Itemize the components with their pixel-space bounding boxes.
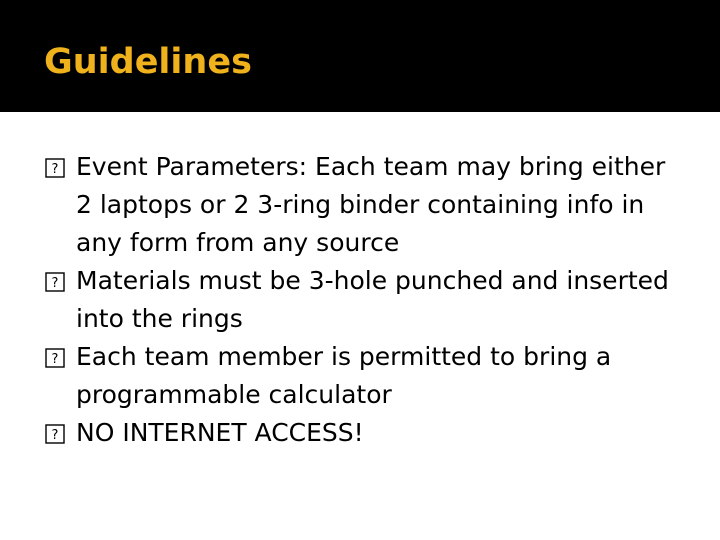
- bullet-item: [44, 414, 684, 452]
- bullet-item: [44, 262, 684, 338]
- svg-text:?: ?: [51, 352, 59, 367]
- missing-glyph-icon: [44, 347, 66, 369]
- bullet-text: Each team member is permitted to bring a programmable calculator: [76, 342, 612, 409]
- bullet-list: [44, 148, 684, 452]
- bullet-text: Event Parameters: Each team may bring either 2 laptops or 2 3-ring binder containing info in any form from any source: [76, 152, 666, 257]
- bullet-text: Materials must be 3-hole punched and inserted into the rings: [76, 266, 669, 333]
- svg-text:?: ?: [51, 162, 59, 177]
- title-band: [0, 0, 720, 112]
- svg-text:?: ?: [51, 276, 59, 291]
- bullet-item: [44, 338, 684, 414]
- bullet-item: [44, 148, 684, 262]
- missing-glyph-icon: [44, 423, 66, 445]
- missing-glyph-icon: [44, 271, 66, 293]
- svg-text:?: ?: [51, 428, 59, 443]
- slide-title: Guidelines: [44, 42, 252, 82]
- missing-glyph-icon: [44, 157, 66, 179]
- bullet-text: NO INTERNET ACCESS!: [76, 418, 364, 447]
